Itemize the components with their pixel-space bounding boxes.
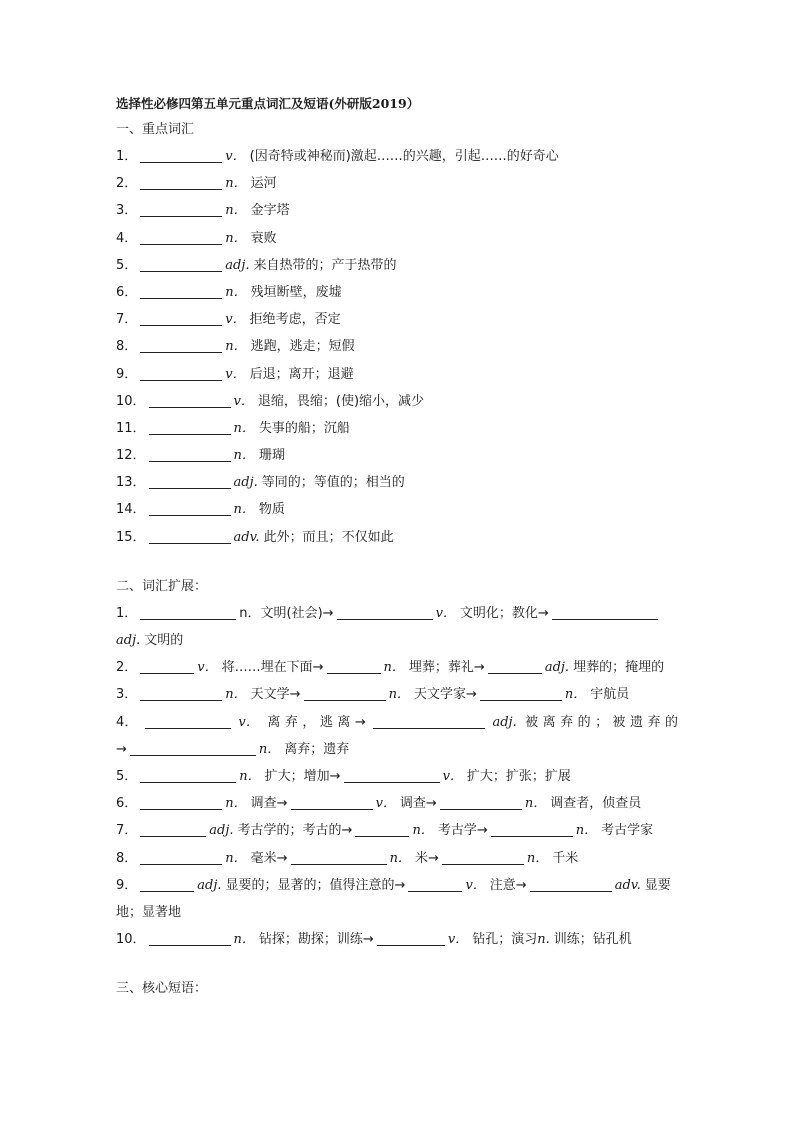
- definition: 运河: [250, 176, 277, 192]
- definition: 后退；离开；退避: [249, 366, 354, 382]
- pos-label: v．: [447, 932, 469, 948]
- pos-label: v．: [465, 877, 486, 893]
- expand-row-1: [116, 600, 678, 627]
- answer-blank[interactable]: [145, 714, 231, 729]
- vocab-item: [116, 415, 678, 442]
- pos-label: n．: [575, 823, 598, 839]
- vocab-item: [116, 496, 678, 523]
- row-text: 考古学→: [437, 823, 488, 839]
- row-number: 5．: [116, 768, 138, 784]
- row-text: 注意→: [489, 877, 527, 893]
- row-text: 离 弃 ， 逃 离 →: [267, 714, 366, 730]
- answer-blank[interactable]: [488, 659, 542, 674]
- row-text: 天文学→: [250, 687, 301, 703]
- pos-label: adj.: [492, 714, 517, 730]
- definition: 珊瑚: [258, 448, 285, 464]
- item-number: 9．: [116, 366, 138, 382]
- row-text: 埋葬；葬礼→: [408, 660, 485, 676]
- pos-label: n．: [233, 448, 255, 464]
- pos-label: n．: [258, 741, 281, 757]
- row-text: 毫米→: [250, 850, 288, 866]
- section2-heading: 二、词汇扩展：: [116, 578, 208, 594]
- vocab-item: [116, 524, 678, 551]
- vocab-item: [116, 469, 678, 496]
- row-text: 扩大；扩张；扩展: [466, 768, 571, 784]
- answer-blank[interactable]: [377, 931, 445, 946]
- item-number: 8．: [116, 339, 138, 355]
- expand-row-5: [116, 763, 678, 790]
- definition: 失事的船；沉船: [258, 420, 350, 436]
- answer-blank[interactable]: [140, 768, 236, 783]
- definition: 物质: [258, 502, 285, 518]
- pos-label: n．: [225, 796, 247, 812]
- row-number: 8．: [116, 850, 138, 866]
- row-text: n．文明(社会)→: [239, 605, 334, 621]
- vocab-item: [116, 279, 678, 306]
- item-number: 2．: [116, 176, 138, 192]
- answer-blank[interactable]: [149, 529, 231, 544]
- definition: 金字塔: [250, 203, 290, 219]
- vocab-item: [116, 361, 678, 388]
- document-title: 选择性必修四第五单元重点词汇及短语(外研版2019）: [116, 96, 420, 111]
- pos-label: n．: [225, 284, 247, 300]
- definition: 来自热带的；产于热带的: [253, 257, 397, 273]
- pos-label: v．: [225, 312, 246, 328]
- answer-blank[interactable]: [140, 659, 194, 674]
- answer-blank[interactable]: [327, 659, 381, 674]
- row-text: 训练；钻孔机: [553, 932, 632, 948]
- expand-row-4-cont: [116, 736, 678, 763]
- vocab-item: [116, 306, 678, 333]
- answer-blank[interactable]: [149, 474, 231, 489]
- row-text: 调查者，侦查员: [550, 796, 642, 812]
- item-number: 7．: [116, 312, 138, 328]
- vocab-item: [116, 143, 678, 170]
- answer-blank[interactable]: [355, 822, 409, 837]
- item-number: 13．: [116, 475, 146, 491]
- definition: 逃跑，逃走；短假: [250, 339, 355, 355]
- pos-label: v．: [233, 393, 254, 409]
- item-number: 10．: [116, 393, 146, 409]
- pos-label: n．: [225, 176, 247, 192]
- answer-blank[interactable]: [149, 393, 231, 408]
- row-number: 7．: [116, 823, 138, 839]
- item-number: 6．: [116, 284, 138, 300]
- pos-label: n．: [389, 850, 411, 866]
- row-number: 6．: [116, 796, 138, 812]
- item-number: 11．: [116, 420, 146, 436]
- pos-label: adv.: [233, 529, 260, 545]
- pos-label: adj.: [116, 633, 141, 648]
- definition: 拒绝考虑，否定: [249, 312, 341, 328]
- pos-label: n．: [233, 932, 255, 948]
- row-text: 天文学家→: [413, 687, 477, 703]
- pos-label: adv.: [614, 877, 641, 893]
- row-number: 9．: [116, 877, 138, 893]
- pos-label: v．: [225, 149, 246, 164]
- section3-heading: 三、核心短语：: [116, 981, 208, 997]
- expand-row-6: [116, 790, 678, 817]
- answer-blank[interactable]: [140, 822, 206, 837]
- definition: 残垣断壁，废墟: [250, 284, 342, 300]
- definition: 此外；而且；不仅如此: [263, 529, 394, 545]
- answer-blank[interactable]: [480, 686, 562, 701]
- answer-blank[interactable]: [149, 420, 231, 435]
- row-number: 1．: [116, 605, 138, 621]
- answer-blank[interactable]: [140, 284, 222, 299]
- vocab-item: [116, 197, 678, 224]
- answer-blank[interactable]: [140, 338, 222, 353]
- answer-blank[interactable]: [552, 605, 658, 620]
- item-number: 12．: [116, 448, 146, 464]
- answer-blank[interactable]: [140, 877, 194, 892]
- row-number: 10．: [116, 932, 146, 948]
- pos-label: adj.: [544, 660, 570, 676]
- expand-row-2: [116, 654, 678, 681]
- answer-blank[interactable]: [491, 822, 573, 837]
- answer-blank[interactable]: [140, 605, 236, 620]
- vocab-list: [116, 143, 678, 551]
- pos-label: n．: [383, 660, 405, 676]
- expand-row-10: [116, 926, 678, 953]
- section1-heading: 一、重点词汇: [116, 122, 195, 137]
- pos-label: adj.: [225, 257, 250, 273]
- row-text: 显要的；显著的；值得注意的→: [225, 877, 406, 893]
- pos-label: n．: [225, 850, 247, 866]
- vocab-item: [116, 170, 678, 197]
- pos-label: adj.: [209, 823, 234, 839]
- answer-blank[interactable]: [344, 768, 440, 783]
- definition: 退缩，畏缩；(使)缩小，减少: [257, 393, 425, 409]
- answer-blank[interactable]: [140, 795, 222, 810]
- row-text: →: [116, 741, 127, 757]
- answer-blank[interactable]: [140, 175, 222, 190]
- answer-blank[interactable]: [140, 311, 222, 326]
- definition: 等同的；等值的；相当的: [261, 475, 405, 491]
- pos-label: n．: [233, 502, 255, 518]
- pos-label: adj.: [197, 877, 222, 893]
- row-text: 米→: [414, 850, 439, 866]
- pos-label: n．: [233, 420, 255, 436]
- answer-blank[interactable]: [149, 931, 231, 946]
- answer-blank[interactable]: [530, 877, 612, 892]
- pos-label: n．: [524, 796, 547, 812]
- answer-blank[interactable]: [149, 501, 231, 516]
- answer-blank[interactable]: [291, 850, 387, 865]
- row-text: 扩大；增加→: [264, 768, 341, 784]
- answer-blank[interactable]: [130, 741, 256, 756]
- item-number: 15．: [116, 529, 146, 545]
- pos-label: v．: [442, 768, 463, 784]
- pos-label: n.: [537, 932, 550, 948]
- row-text: 考古学家: [601, 823, 654, 839]
- answer-blank[interactable]: [291, 795, 373, 810]
- vocab-item: [116, 252, 678, 279]
- answer-blank[interactable]: [337, 605, 433, 620]
- pos-label: n．: [225, 203, 247, 219]
- pos-label: v．: [225, 366, 246, 382]
- pos-label: v．: [375, 796, 396, 812]
- answer-blank[interactable]: [408, 877, 462, 892]
- definition: (因奇特或神秘而)激起……的兴趣，引起……的好奇心: [249, 149, 559, 164]
- pos-label: v．: [238, 714, 260, 730]
- answer-blank[interactable]: [140, 850, 222, 865]
- row-text: 钻孔；演习: [472, 932, 538, 948]
- answer-blank[interactable]: [304, 686, 386, 701]
- vocab-item: [116, 333, 678, 360]
- answer-blank[interactable]: [140, 366, 222, 381]
- row-text: 考古学的；考古的→: [237, 823, 353, 839]
- item-number: 5．: [116, 257, 138, 273]
- row-text: 埋葬的；掩埋的: [573, 660, 665, 676]
- pos-label: v．: [435, 605, 456, 621]
- pos-label: n．: [225, 339, 247, 355]
- row-number: 2．: [116, 660, 138, 676]
- document-page: [116, 92, 678, 1002]
- answer-blank[interactable]: [442, 850, 524, 865]
- row-text: 显要: [644, 877, 671, 893]
- row-number: 3．: [116, 687, 138, 703]
- pos-label: n．: [412, 823, 434, 839]
- expand-row-9: [116, 872, 678, 899]
- answer-blank[interactable]: [140, 230, 222, 245]
- expand-row-1-cont: [116, 627, 678, 654]
- row-text: 调查→: [250, 796, 288, 812]
- answer-blank[interactable]: [149, 447, 231, 462]
- row-text: 文明的: [144, 633, 184, 648]
- row-text: 地；显著地: [116, 904, 182, 920]
- item-number: 1．: [116, 149, 138, 164]
- row-text: 千米: [552, 850, 579, 866]
- answer-blank[interactable]: [140, 148, 222, 163]
- row-text: 钻探；勘探；训练→: [258, 932, 374, 948]
- answer-blank[interactable]: [140, 257, 222, 272]
- row-text: 将……埋在下面→: [221, 660, 324, 676]
- expand-row-3: [116, 681, 678, 708]
- row-text: 文明化；教化→: [459, 605, 549, 621]
- item-number: 14．: [116, 502, 146, 518]
- vocab-item: [116, 442, 678, 469]
- pos-label: n．: [239, 768, 261, 784]
- pos-label: n．: [388, 687, 410, 703]
- pos-label: adj.: [233, 475, 258, 491]
- answer-blank[interactable]: [440, 795, 522, 810]
- answer-blank[interactable]: [373, 714, 485, 729]
- expand-row-4: [116, 709, 678, 736]
- definition: 衰败: [250, 230, 277, 246]
- pos-label: n．: [526, 850, 549, 866]
- row-text: 宇航员: [590, 687, 630, 703]
- row-text: 离弃；遗弃: [284, 741, 350, 757]
- item-number: 3．: [116, 203, 138, 219]
- pos-label: n．: [225, 687, 247, 703]
- item-number: 4．: [116, 230, 138, 246]
- pos-label: v．: [197, 660, 218, 676]
- expand-row-9-cont: [116, 899, 678, 926]
- row-number: 4．: [116, 714, 138, 730]
- expand-row-7: [116, 817, 678, 844]
- pos-label: n．: [564, 687, 587, 703]
- answer-blank[interactable]: [140, 202, 222, 217]
- answer-blank[interactable]: [140, 686, 222, 701]
- vocab-item: [116, 388, 678, 415]
- expand-row-8: [116, 845, 678, 872]
- row-text: 被 离 弃 的 ； 被 遗 弃 的: [525, 714, 678, 730]
- pos-label: n．: [225, 230, 247, 246]
- row-text: 调查→: [399, 796, 437, 812]
- vocab-item: [116, 225, 678, 252]
